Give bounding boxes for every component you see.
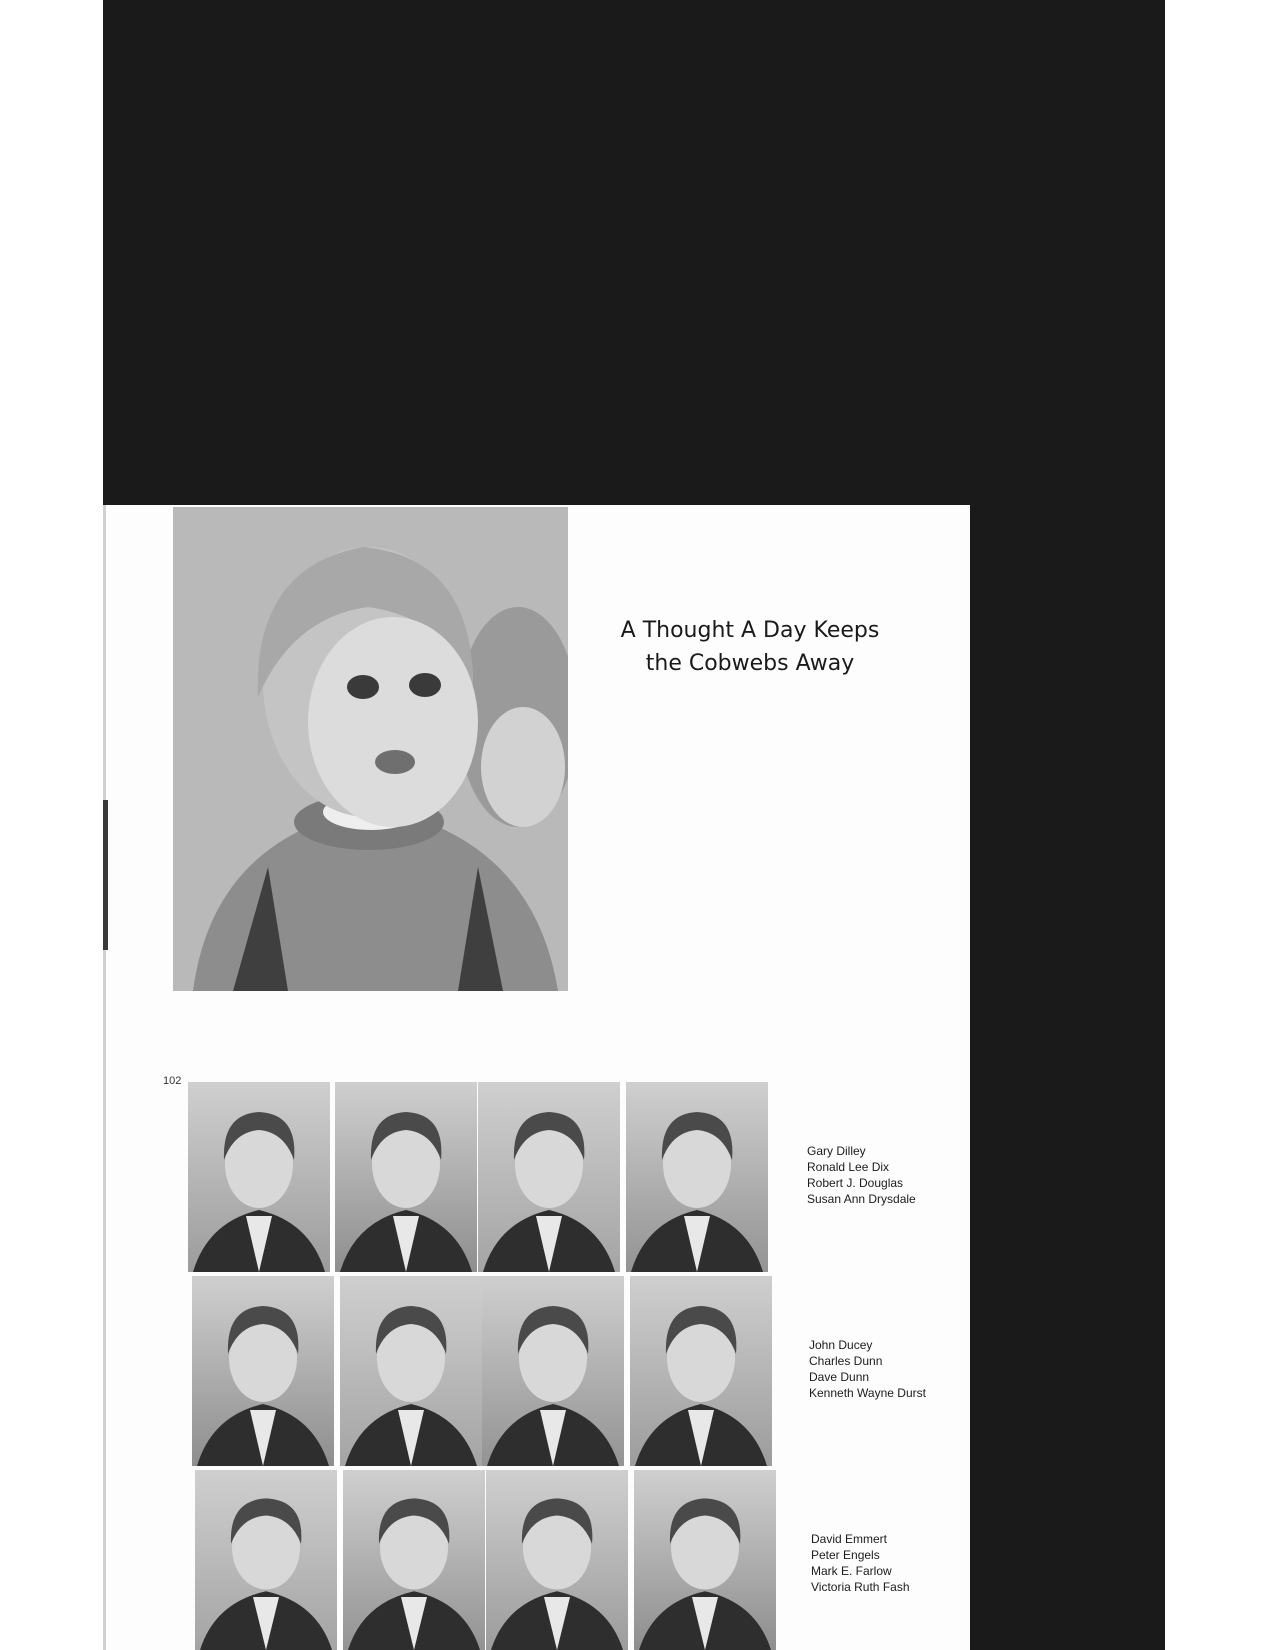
student-portrait bbox=[195, 1470, 337, 1650]
student-portrait bbox=[343, 1470, 485, 1650]
student-name: Kenneth Wayne Durst bbox=[809, 1386, 926, 1400]
student-name: John Ducey bbox=[809, 1338, 873, 1352]
student-name: Ronald Lee Dix bbox=[807, 1160, 890, 1174]
student-portrait bbox=[486, 1470, 628, 1650]
student-portrait bbox=[188, 1082, 330, 1272]
student-name: David Emmert bbox=[811, 1532, 888, 1546]
student-name: Mark E. Farlow bbox=[811, 1564, 892, 1578]
student-portrait bbox=[340, 1276, 482, 1466]
student-portrait bbox=[634, 1470, 776, 1650]
page-title bbox=[600, 614, 900, 680]
student-name: Dave Dunn bbox=[809, 1370, 870, 1384]
student-portrait bbox=[482, 1276, 624, 1466]
student-portrait bbox=[478, 1082, 620, 1272]
student-portrait bbox=[630, 1276, 772, 1466]
student-portrait bbox=[192, 1276, 334, 1466]
student-name: Robert J. Douglas bbox=[807, 1176, 904, 1190]
student-portrait bbox=[626, 1082, 768, 1272]
student-name: Gary Dilley bbox=[807, 1144, 866, 1158]
names-row-1 bbox=[807, 1143, 916, 1207]
student-name: Victoria Ruth Fash bbox=[811, 1580, 910, 1594]
student-name: Peter Engels bbox=[811, 1548, 880, 1562]
student-name: Susan Ann Drysdale bbox=[807, 1192, 916, 1206]
page-number: 102 bbox=[163, 1075, 182, 1087]
student-portrait bbox=[335, 1082, 477, 1272]
page-title-line-2: the Cobwebs Away bbox=[645, 651, 855, 676]
names-row-2 bbox=[809, 1337, 926, 1401]
names-row-3 bbox=[811, 1531, 910, 1595]
feature-photo bbox=[173, 507, 568, 991]
page-title-line-1: A Thought A Day Keeps bbox=[620, 618, 880, 643]
page-edge-shadow bbox=[103, 800, 108, 950]
student-name: Charles Dunn bbox=[809, 1354, 883, 1368]
